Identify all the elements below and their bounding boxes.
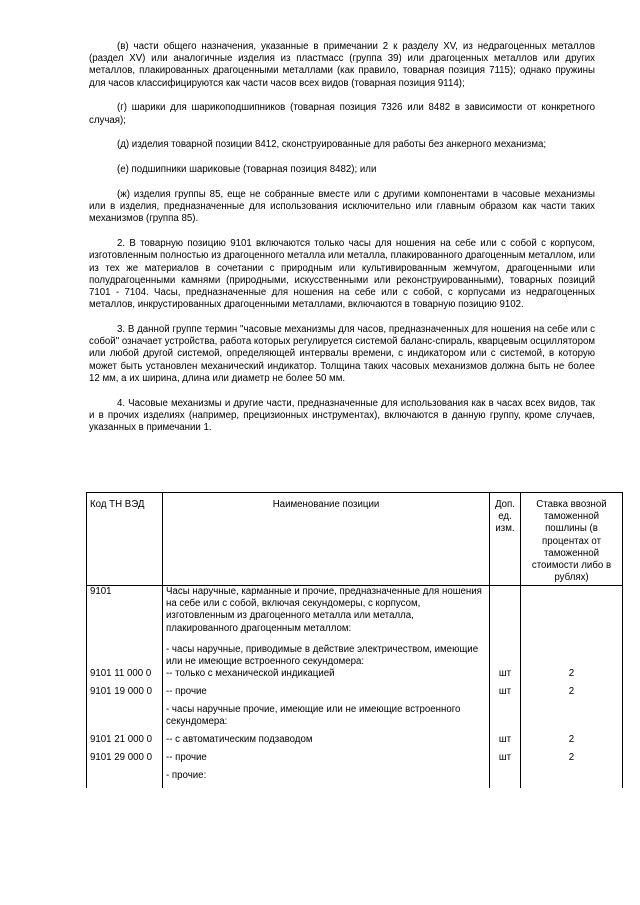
note-3: 3. В данной группе термин "часовые механизмы для часов, предназначенных для ношения на себе или с собой" означает устройства, работа которых регулируется системой баланс-спираль, кварцевым осциллятором или любой другой системой, определяющей интервалы времени, с индикатором или с системой, в которую может быть установлен механический индикатор. Толщина таких часовых механизмов должна быть не более 12 мм, а их ширина, длина или диаметр не более 50 мм.	[89, 324, 595, 384]
tariff-table	[86, 492, 623, 788]
table-row	[87, 686, 623, 704]
row-code: 9101 21 000 0	[87, 734, 163, 752]
header-name: Наименование позиции	[163, 493, 490, 586]
table-row	[87, 668, 623, 686]
paragraph-d: (д) изделия товарной позиции 8412, сконструированные для работы без анкерного механизма;	[117, 139, 547, 151]
row-code: 9101 11 000 0	[87, 668, 163, 686]
row-unit: шт	[490, 734, 521, 752]
group-name	[163, 586, 490, 669]
group-description: Часы наручные, карманные и прочие, предназначенные для ношения на себе или с собой, включая секундомеры, с корпусом, изготовленным из драгоценного металла или металла, плакированного драгоценным металлом:	[166, 586, 482, 634]
row-unit: шт	[490, 668, 521, 686]
note-4: 4. Часовые механизмы и другие части, предназначенные для использования как в часах всех видов, так и в прочих изделиях (например, прецизионных инструментах), включаются в данную группу, кроме случаев, указанных в примечании 1.	[89, 397, 595, 434]
header-code: Код ТН ВЭД	[87, 493, 163, 586]
row-rate: 2	[521, 686, 623, 704]
row-name: -- только с механической индикацией	[163, 668, 490, 686]
paragraph-zh: (ж) изделия группы 85, еще не собранные вместе или с другими компонентами в часовые механизмы или в изделия, предназначенные для использования исключительно или главным образом как части таких механизмов (группа 85).	[89, 189, 595, 225]
table-row-group	[87, 586, 623, 669]
group-subheading: - часы наручные, приводимые в действие электричеством, имеющие или не имеющие встроенного секундомера:	[166, 643, 479, 668]
note-2: 2. В товарную позицию 9101 включаются только часы для ношения на себе или с собой с корпусом, изготовленным полностью из драгоценного металла или металла, плакированного драгоценным металлом, или из тех же материалов в сочетании с природным или культивированным жемчугом, драгоценными или полудрагоценными камнями (природными, искусственными или реконструированными), товарных позиций 7101 - 7104. Часы, предназначенные для ношения на себе или с собой, с корпусами из недрагоценных металлов, инкрустированных драгоценными металлами, включаются в товарную позицию 9102.	[89, 238, 596, 311]
paragraph-v: (в) части общего назначения, указанные в примечании 2 к разделу XV, из недрагоценных металлов (раздел XV) или аналогичные изделия из пластмасс (группа 39) или драгоценных металлов или других металлов, плакированных драгоценными металлами (как правило, товарная позиция 7115); однако пружины для часов классифицируются как части часов всех видов (товарная позиция 9114);	[89, 41, 595, 89]
table-row	[87, 752, 623, 770]
subheading-2: - часы наручные прочие, имеющие или не имеющие встроенного секундомера:	[163, 704, 490, 734]
table-header-row	[87, 493, 623, 586]
row-rate: 2	[521, 668, 623, 686]
table-row-subheading	[87, 770, 623, 788]
row-rate: 2	[521, 734, 623, 752]
subheading-3: - прочие:	[163, 770, 490, 788]
paragraph-e: (е) подшипники шариковые (товарная позиция 8482); или	[117, 164, 377, 176]
row-unit: шт	[490, 752, 521, 770]
row-name: -- прочие	[163, 752, 490, 770]
row-code: 9101 29 000 0	[87, 752, 163, 770]
header-rate: Ставка ввозной таможенной пошлины (в процентах от таможенной стоимости либо в рублях)	[521, 493, 623, 586]
row-rate: 2	[521, 752, 623, 770]
group-code: 9101	[87, 586, 163, 669]
table-row	[87, 734, 623, 752]
table-row-subheading	[87, 704, 623, 734]
row-unit: шт	[490, 686, 521, 704]
paragraph-g: (г) шарики для шарикоподшипников (товарная позиция 7326 или 8482 в зависимости от конкретного случая);	[89, 102, 595, 126]
row-name: -- с автоматическим подзаводом	[163, 734, 490, 752]
notes-text	[89, 41, 595, 447]
row-name: -- прочие	[163, 686, 490, 704]
row-code: 9101 19 000 0	[87, 686, 163, 704]
header-unit: Доп. ед. изм.	[490, 493, 521, 586]
